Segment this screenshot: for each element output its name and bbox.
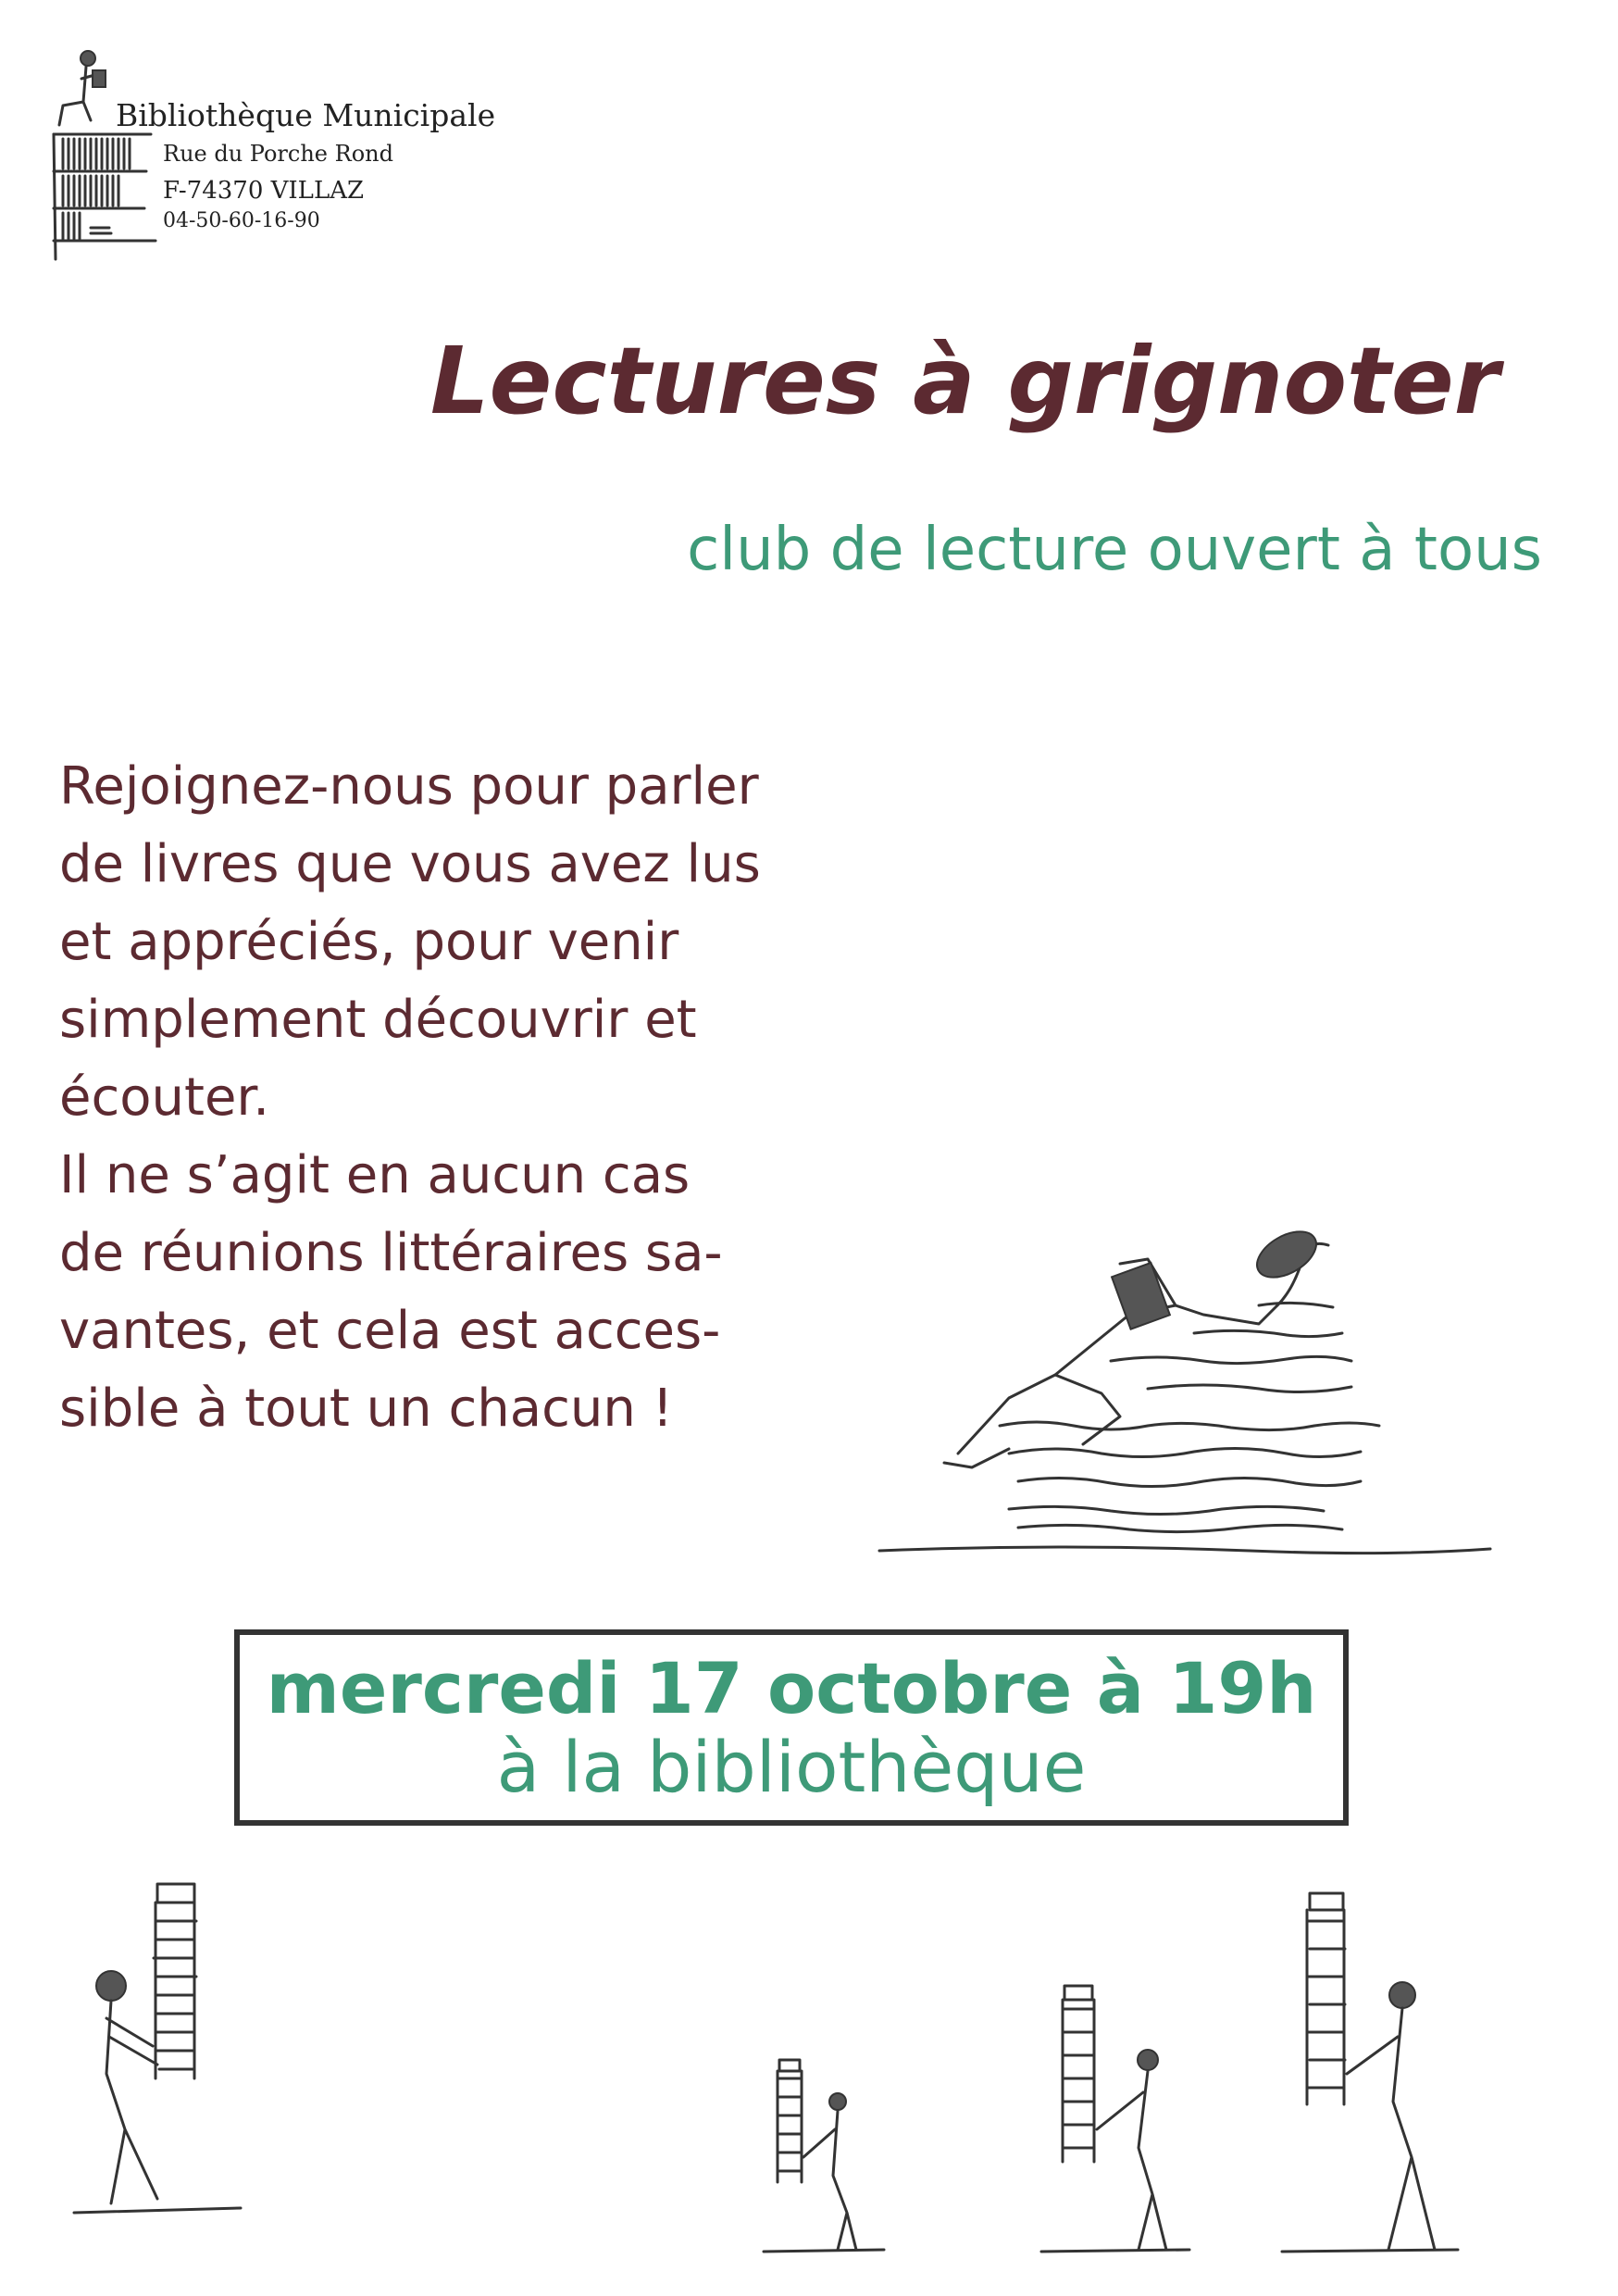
body-line: de livres que vous avez lus	[59, 834, 761, 894]
body-line: écouter.	[59, 1067, 270, 1128]
library-city: F-74370 VILLAZ	[163, 177, 365, 205]
body-line: Il ne s’agit en aucun cas	[59, 1145, 691, 1205]
body-line: vantes, et cela est acces-	[59, 1301, 721, 1361]
event-box	[234, 1629, 1349, 1826]
library-street: Rue du Porche Rond	[163, 141, 393, 167]
library-logo-icon	[35, 46, 165, 264]
body-line: et appréciés, pour venir	[59, 912, 679, 972]
page-title: Lectures à grignoter	[429, 327, 1500, 435]
event-date: mercredi 17 octobre à 19h	[266, 1647, 1317, 1729]
body-line: Rejoignez-nous pour parler	[59, 756, 759, 817]
book-carrier-illustration	[759, 2055, 889, 2259]
event-place: à la bibliothèque	[496, 1726, 1087, 1809]
book-carrier-illustration	[56, 1879, 259, 2231]
body-line: sible à tout un chacun !	[59, 1379, 674, 1439]
page-subtitle: club de lecture ouvert à tous	[687, 516, 1542, 584]
library-phone: 04-50-60-16-90	[163, 209, 320, 232]
body-text	[59, 748, 855, 1448]
body-line: simplement découvrir et	[59, 990, 697, 1050]
library-name: Bibliothèque Municipale	[116, 97, 496, 133]
body-line: de réunions littéraires sa-	[59, 1223, 723, 1283]
reader-on-books-illustration	[870, 1231, 1500, 1565]
book-carrier-illustration	[1037, 1981, 1194, 2259]
book-carrier-illustration	[1277, 1889, 1462, 2259]
